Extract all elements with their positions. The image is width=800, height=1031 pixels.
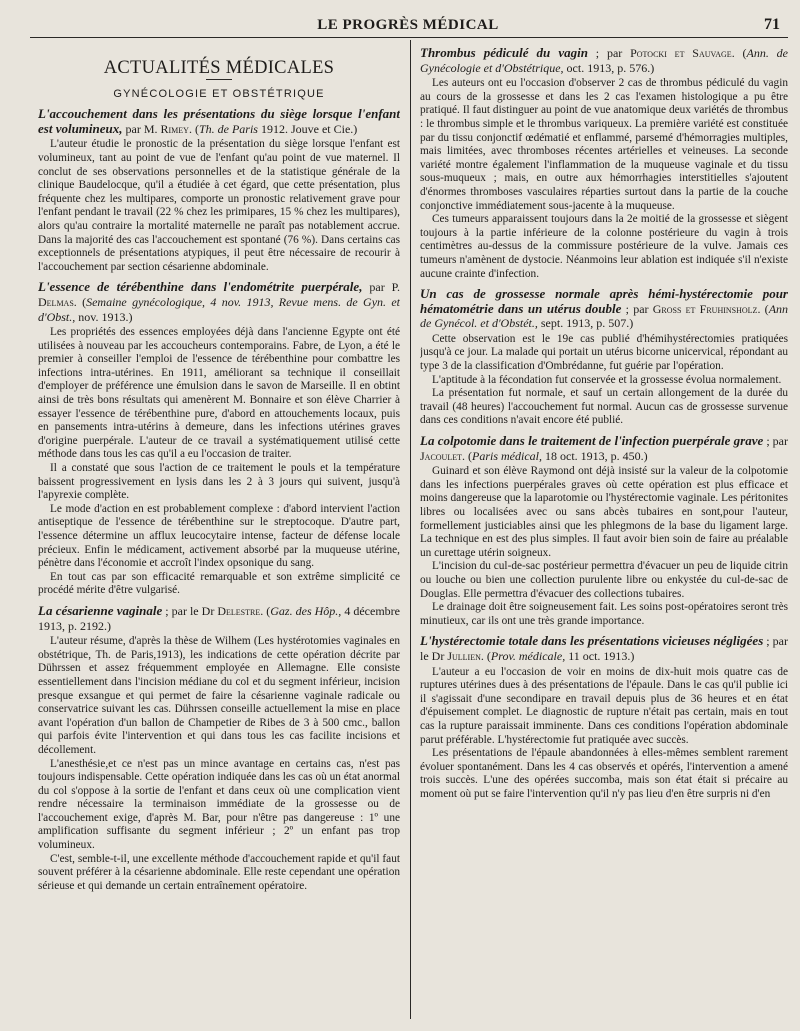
citation-separator: . ( [731, 46, 747, 60]
paragraph: L'auteur résume, d'après la thèse de Wilhem (Les hystérotomies vaginales en obstétrique, Th. de Paris,1913), les indications de cette opération décrite par Dührssen et assez fréquemment employée en Allemagne. Elle consiste essentiellement dans l'incision médiane du col et du segment inférieur, incision presque exsangue et qui permet de faire la césarienne vaginale radicale ou conservatrice suivant les cas. Dührssen conseille actuellement la mise en place avant l'opération d'un ballon de Champetier de Ribes de 3 à 500 cmc., ballon qui parfois évite l'intervention et qui dans tous les cas facilite incisions et décollement. [38, 635, 400, 756]
citation-separator: . ( [188, 121, 199, 136]
citation-details: 1912. Jouve et Cie.) [257, 121, 358, 136]
citation-details: nov. 1913.) [75, 309, 133, 324]
article-heading [38, 107, 400, 136]
paragraph: L'aptitude à la fécondation fut conservée et la grossesse évolua normalement. [432, 373, 782, 386]
article-author: Rimey [160, 121, 189, 136]
paragraph: L'incision du cul-de-sac postérieur permettra d'évacuer un peu de liquide citrin ou louche ou bien une collection purulente libre ou enkystée du cul-de-sac de Douglas. Elle permettra d'évacuer des collections tubaires. [420, 560, 788, 600]
article-source: Ann. de Gynécologie et d'Obstétrique, [420, 46, 788, 75]
article-author: Jullien [447, 648, 481, 663]
citation-details: 11 oct. 1913.) [565, 648, 635, 663]
paragraph: En tout cas par son efficacité remarquable et son extrême simplicité ce procédé mérite d'être vulgarisé. [38, 570, 400, 597]
citation-details: oct. 1913, p. 576.) [563, 60, 655, 75]
article-title: L'essence de térébenthine dans l'endométrite puerpérale, [38, 279, 363, 295]
paragraph: Le mode d'action en est probablement complexe : d'abord intervient l'action antiseptique de l'essence de térébenthine sur le streptocoque. D'autre part, l'essence détermine un afflux leucocytaire intense, facteur de défense locale précieux. Enfin le médicament, activement absorbé par la muqueuse utérine, pénètre dans l'économie et accroît l'index opsonique du sang. [38, 502, 400, 570]
paragraph: Les présentations de l'épaule abandonnées à elles-mêmes semblent rarement évoluer spontanément. Dans les 4 cas observés et opérés, l'intervention a amené trois succès. L'une des opérées succomba, mais son état était si précaire au moment où put se faire l'intervention qu'il n'y pas lieu d'en être surpris ni d'en [420, 747, 788, 800]
paragraph: L'auteur étudie le pronostic de la présentation du siège lorsque l'enfant est volumineux, tant au point de vue de l'enfant qu'au point de vue maternel. Il conclut de ses observations personnelles et de la statistique générale de la clinique Baudelocque, qu'il a étudiée à cet égard, que cette présentation, plus fréquente chez les multipares, comporte un pronostic relativement grave pour l'enfant pendant le travail (22 % chez les primipares, 15 % chez les multipares), alors qu'au contraire la mortalité maternelle ne paraît pas notablement accrue. Dans la majorité des cas l'accouchement est spontané (76 %). Dans certains cas exceptionnels de présentations atypiques, il peut être nécessaire de recourir à l'accouchement par section césarienne abdominale. [38, 138, 400, 273]
citation-separator: . ( [73, 294, 87, 309]
paragraph: Guinard et son élève Raymond ont déjà insisté sur la valeur de la colpotomie dans les infections puerpérales graves où cette opération est plus efficace et moins dangereuse que la laparotomie ou l'hystérectomie vaginale. Les péritonites libres ou localisées avec ou sans abcès tubaires en sont,pour l'auteur, formellement justiciables ainsi que les phlegmons de la base du ligament large. La technique en est des plus simples. Il faut avoir bien soin de faire au préalable un curettage utérin soigneux. [420, 465, 788, 559]
article-heading [420, 434, 788, 463]
citation-prefix: par P. [362, 280, 400, 295]
article-source: Prov. médicale, [490, 648, 566, 663]
header-rule [30, 37, 788, 38]
right-column [420, 44, 788, 1025]
citation-separator: . ( [260, 603, 271, 618]
article-source: Semaine gynécologique, 4 nov. 1913, Revue mens. de Gyn. et d'Obst., [38, 294, 400, 324]
citation-prefix: ; par [763, 434, 788, 449]
article-author: Jacoulet [420, 448, 462, 463]
citation-prefix: ; par le Dr [420, 634, 788, 663]
article-title: La césarienne vaginale [38, 602, 163, 618]
citation-prefix: ; par [621, 301, 653, 316]
page-number: 71 [764, 16, 780, 33]
citation-prefix: ; par [587, 46, 631, 60]
citation-separator: . ( [462, 448, 472, 463]
article-title: L'hystérectomie totale dans les présentations vicieuses négligées [420, 633, 764, 649]
citation-separator: . ( [480, 648, 491, 663]
paragraph: Les propriétés des essences employées déjà dans l'ancienne Egypte ont été utilisées à nouveau par les accoucheurs contemporains. Fabre, de Lyon, a été le premier à conseiller l'emploi de l'essence de térébenthine pour combattre les infections intra-utérines. En 1911, améliorant sa technique il conseillait d'employer de préférence une émulsion dans le savon de Marseille. Il en obtint ainsi de très bons résultats qui amenèrent M. Bonnaire et son élève Charrier à essayer l'essence de térébenthine pure, d'abord en attouchements locaux, puis en pansements intra-utérins à demeure, dans les infections utérines graves d'origine puerpérale. L'auteur de ce travail a systématiquement utilisé cette méthode dans tous les cas qu'il a eu l'occasion de traiter. [38, 326, 400, 461]
article-author: Potocki et Sauvage [630, 46, 732, 60]
left-column [38, 44, 400, 1025]
paragraph: Les auteurs ont eu l'occasion d'observer 2 cas de thrombus pédiculé du vagin au cours de la grossesse et dans les 2 cas l'examen histologique a pu être pratiqué. Il faut distinguer au point de vue anatomique deux variétés de thrombus : le thrombus simple et le thrombus variqueux. La première variété est constituée par du tissu conjonctif œdématié et enflammé, parsemé d'hémorragies multiples, mais limitées, avec thromboses récentes artérielles et veineuses. La seconde variété montre également l'inflammation de la muqueuse vaginale et du tissu sous-muqueux ; mais, en outre aux hémorrhagies interstitielles s'ajoutent d'énormes thromboses vasculaires réparties surtout dans la partie de la couche conjonctive immédiatement sous-jacente à la muqueuse. [420, 77, 788, 212]
article-title: L'accouchement dans les présentations du siège lorsque l'enfant est volumineux, [38, 106, 400, 136]
article-source: Ann de Gynécol. et d'Obstét., [420, 301, 788, 331]
section-title: ACTUALITÉS MÉDICALES [103, 58, 335, 78]
paragraph: Cette observation est le 19e cas publié d'hémihystérectomies pratiquées jusqu'à ce jour. La malade qui portait un utérus bicorne unicervical, répondant au type 3 de la classification d'Ombrédanne, fut guérie par l'opération. [420, 332, 788, 373]
citation-separator: . ( [757, 301, 769, 316]
paragraph: Ces tumeurs apparaissent toujours dans la 2e moitié de la grossesse et siègent toujours à la partie inférieure de la colonne postérieure du vagin à trois centimètres au-dessus de la commissure postérieure de la vulve. Jamais ces tumeurs n'amènent de dystocie. Néanmoins leur ablation est indiquée s'il n'existe aucune crainte d'infection. [420, 213, 788, 280]
article-heading [420, 287, 788, 331]
column-divider [410, 40, 411, 1019]
citation-details: sept. 1913, p. 507.) [537, 316, 634, 331]
article-title: Thrombus pédiculé du vagin [420, 45, 588, 60]
paragraph: L'auteur a eu l'occasion de voir en moins de dix-huit mois quatre cas de ruptures utérines dues à des présentations de l'épaule. Dans le cas qu'il publie ici il s'agissait d'une secondipare en travail depuis plus de 36 heures et en état d'épuisement complet. Le diagnostic de rupture n'était pas certain, mais en tout cas la rupture paraissait imminente. Dans ces conditions l'opération abdominale parut préférable. L'hystérectomie fut pratiquée avec succès. [420, 665, 788, 746]
running-title: LE PROGRÈS MÉDICAL [317, 16, 499, 33]
article-author: Gross et Fruhinsholz [652, 301, 758, 316]
paragraph: La présentation fut normale, et sauf un certain allongement de la durée du travail (48 heures) l'accouchement fut normal. Aucun cas de grossesse survenue dans ces conditions n'avait encore été publié. [420, 387, 788, 427]
article-heading [420, 46, 788, 75]
article-title: Un cas de grossesse normale après hémi-hystérectomie pour hématométrie dans un utérus double [420, 286, 788, 316]
article-heading [38, 280, 400, 324]
paragraph: Il a constaté que sous l'action de ce traitement le pouls et la température baissent progressivement en lysis dans les 2 à 3 jours qui suivent, jusqu'à l'apyrexie complète. [38, 462, 400, 502]
citation-details: 18 oct. 1913, p. 450.) [542, 448, 648, 463]
title-rule [206, 79, 232, 80]
article-source: Paris médical, [472, 448, 542, 463]
article-source: Gaz. des Hôp., [270, 603, 342, 618]
citation-details: 4 décembre 1913, p. 2192.) [38, 603, 400, 633]
article-author: Delestre [217, 603, 261, 618]
paragraph: C'est, semble-t-il, une excellente méthode d'accouchement rapide et qu'il faut souvent préférer à la césarienne abdominale. Elle reste cependant une opération sérieuse et qui demande un certain entraînement opératoire. [38, 852, 400, 892]
article-author: Delmas [38, 294, 74, 309]
article-title: La colpotomie dans le traitement de l'infection puerpérale grave [420, 433, 764, 449]
paragraph: Le drainage doit être soigneusement fait. Les soins post-opératoires seront très minutieux, car ils ont une très grande importance. [420, 601, 788, 627]
citation-prefix: par M. [122, 121, 161, 136]
running-header [30, 14, 786, 36]
paragraph: L'anesthésie,et ce n'est pas un mince avantage en certains cas, n'est pas toujours indispensable. Cette opération indiquée dans les cas où un état anormal du col s'oppose à la sortie de l'enfant et dans ceux où une complication vient rendre nécessaire la terminaison immédiate de la grossesse ou de l'accouchement exige, d'après M. Bar, pour n'être pas dangereuse : 1º une amplification suffisante du segment inférieur ; 2º un enfant pas trop volumineux. [38, 757, 400, 852]
subsection-heading: GYNÉCOLOGIE ET OBSTÉTRIQUE [113, 87, 325, 100]
article-heading [420, 634, 788, 663]
article-heading [38, 604, 400, 633]
article-source: Th. de Paris [198, 121, 258, 136]
citation-prefix: ; par le Dr [162, 603, 218, 618]
